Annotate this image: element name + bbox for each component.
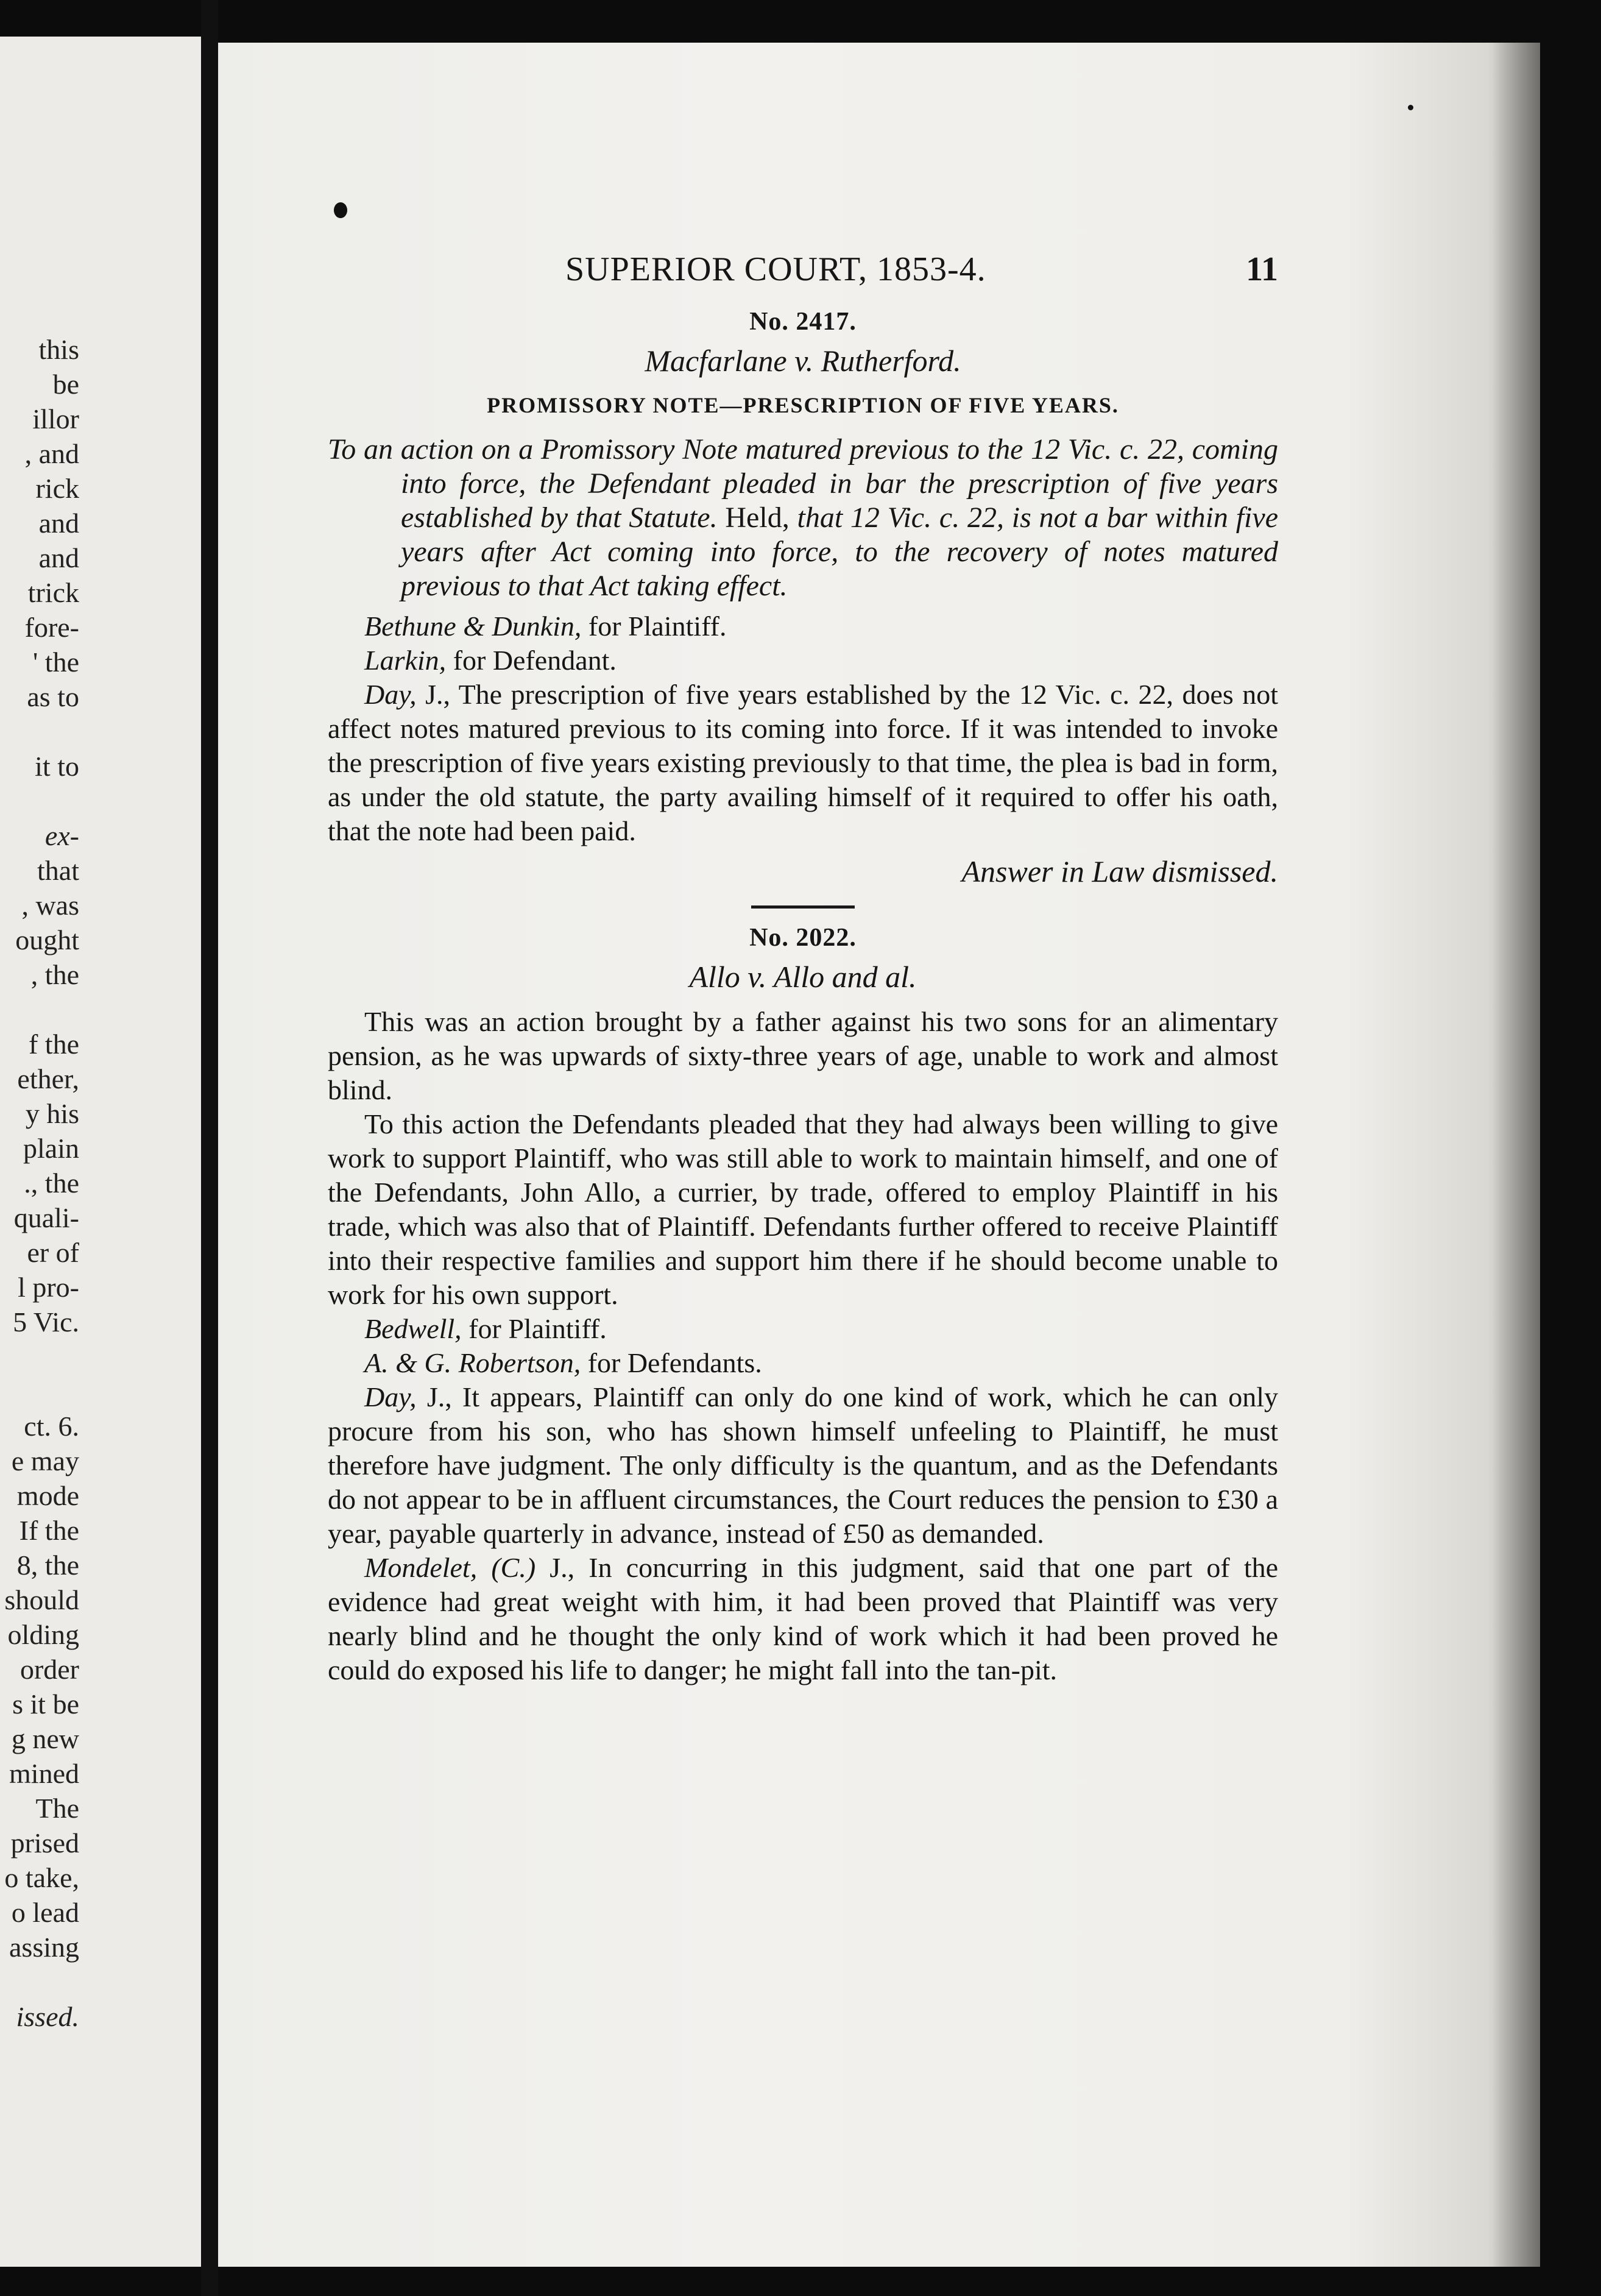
judgment-text: J., The prescription of five years established by the 12 Vic. c. 22, does not affect notes matured previous to its coming into force. If it was intended to invoke the prescription of five years existing previously to that time, the plea is bad in form, as under the old statute, the party availing himself of it required to offer his oath, that the note had been paid. — [328, 679, 1278, 846]
case-title: Allo v. Allo and al. — [689, 960, 917, 994]
left-page-fragment-line: assing — [9, 1932, 79, 1963]
headnote — [328, 433, 1278, 603]
left-page-fragment-line: fore- — [24, 612, 79, 643]
left-page-fragment-line: ex- — [44, 820, 79, 851]
case-entry — [328, 919, 1278, 1687]
body-paragraph: To this action the Defendants pleaded that they had always been willing to give work to support Plaintiff, who was still able to work to maintain himself, and one of the Defendants, John Allo, a currier, by trade, offered to employ Plaintiff in his trade, which was also that of Plaintiff. Defendants further offered to receive Plaintiff into their respective families and support him there if he should become unable to work for his own support. — [328, 1108, 1278, 1310]
left-page-fragment — [0, 37, 201, 2267]
left-page-fragment-line: issed. — [16, 2001, 79, 2032]
judge-name: Mondelet, (C.) — [364, 1552, 536, 1583]
counsel-role: for Plaintiff. — [588, 611, 727, 642]
judge-name: Day, — [364, 1381, 417, 1412]
left-page-fragment-line: be — [52, 369, 79, 400]
left-page-fragment-line: olding — [7, 1619, 79, 1650]
left-page-fragment-line: mined — [9, 1758, 79, 1789]
left-page-fragment-line: as to — [27, 681, 79, 712]
left-page-fragment-line: this — [38, 334, 79, 365]
left-page-fragment-line: 5 Vic. — [13, 1306, 79, 1338]
left-page-fragment-line — [0, 1965, 79, 1999]
headnote-text: To an action on a Promissory Note matured previous to the 12 Vic. c. 22, coming into force, the Defendant pleaded in bar the prescription of five years established by that Statute. — [328, 433, 1278, 534]
left-page-fragment-line: If the — [19, 1515, 79, 1546]
left-page-fragment-line: g new — [11, 1723, 79, 1754]
left-page-fragment-line: ct. 6. — [24, 1411, 79, 1442]
case-title: Macfarlane v. Rutherford. — [645, 344, 961, 378]
counsel-name: Bethune & Dunkin, — [364, 611, 582, 642]
counsel-name: Larkin, — [364, 645, 447, 676]
judgment-paragraph — [328, 1551, 1278, 1687]
counsel-role: for Defendants. — [587, 1347, 762, 1378]
left-page-fragment-line: trick — [27, 577, 79, 608]
disposition: Answer in Law dismissed. — [961, 854, 1278, 888]
left-page-fragment-line: o lead — [11, 1897, 79, 1928]
left-page-fragment-line: l pro- — [18, 1272, 79, 1303]
left-page-fragment-line: f the — [28, 1029, 79, 1060]
left-page-fragment-line: that — [37, 855, 79, 886]
case-entry — [328, 303, 1278, 891]
case-number: No. 2022. — [749, 924, 857, 952]
case-number: No. 2417. — [749, 308, 857, 336]
left-page-fragment-line: , the — [30, 959, 79, 990]
left-page-fragment-line: and — [38, 542, 79, 573]
counsel-line — [328, 643, 1278, 678]
left-page-fragment-line: e may — [11, 1445, 79, 1476]
left-page-fragment-line: er of — [27, 1237, 79, 1268]
page-number: 11 — [1246, 250, 1278, 288]
page-gutter — [201, 0, 218, 2296]
left-page-fragment-line: o take, — [4, 1862, 79, 1893]
headnote-text: that 12 Vic. c. 22, is not a bar within five years after Act coming into force, to the recovery of notes matured previous to that Act taking effect. — [401, 501, 1278, 602]
headnote-held: Held, — [725, 501, 790, 534]
left-page-line-fragments — [0, 332, 79, 2034]
counsel-line — [328, 1312, 1278, 1346]
left-page-fragment-line: it to — [35, 751, 79, 782]
book-page — [218, 43, 1540, 2267]
page-edge-shadow — [1491, 43, 1540, 2267]
left-page-fragment-line: 8, the — [16, 1550, 79, 1581]
judgment-paragraph — [328, 678, 1278, 848]
left-page-fragment-line: illor — [32, 403, 79, 434]
left-page-fragment-line: , was — [21, 890, 79, 921]
counsel-role: for Defendant. — [453, 645, 617, 676]
left-page-fragment-line: ., the — [24, 1167, 79, 1199]
left-page-fragment-line: plain — [23, 1133, 79, 1164]
judge-name: Day, — [364, 679, 417, 710]
counsel-name: A. & G. Robertson, — [364, 1347, 581, 1378]
left-page-fragment-line: mode — [16, 1480, 79, 1511]
ink-spot — [334, 202, 347, 218]
left-page-fragment-line: ' the — [33, 647, 79, 678]
left-page-fragment-line: rick — [35, 473, 79, 504]
left-page-fragment-line: should — [4, 1584, 79, 1615]
left-page-fragment-line: s it be — [12, 1688, 79, 1720]
left-page-fragment-line: ought — [15, 924, 79, 955]
judgment-text: J., In concurring in this judgment, said that one part of the evidence had great weight with him, it had been proved that Plaintiff was very nearly blind and he thought the only kind of work which it had been proved he could do exposed his life to danger; he might fall into the tan-pit. — [328, 1552, 1279, 1685]
running-title: SUPERIOR COURT, 1853-4. — [565, 250, 986, 288]
left-page-fragment-line: The — [35, 1793, 79, 1824]
running-head — [328, 250, 1278, 299]
counsel-role: for Plaintiff. — [468, 1313, 607, 1344]
left-page-fragment-line — [0, 1374, 79, 1409]
left-page-fragment-line — [0, 992, 79, 1027]
counsel-line — [328, 609, 1278, 643]
body-paragraph: This was an action brought by a father against his two sons for an alimentary pension, as he was upwards of sixty-three years of age, unable to work and almost blind. — [328, 1006, 1278, 1105]
counsel-name: Bedwell, — [364, 1313, 462, 1344]
judgment-paragraph — [328, 1380, 1278, 1551]
left-page-fragment-line: y his — [25, 1098, 79, 1129]
page-content — [328, 250, 1278, 1687]
left-page-fragment-line: and — [38, 508, 79, 539]
case-topic: PROMISSORY NOTE—PRESCRIPTION OF FIVE YEARS. — [487, 393, 1119, 417]
left-page-fragment-line — [0, 1339, 79, 1374]
counsel-line — [328, 1346, 1278, 1380]
left-page-fragment-line: , and — [24, 438, 79, 469]
left-page-fragment-line — [0, 714, 79, 749]
left-page-fragment-line — [0, 784, 79, 818]
section-divider — [751, 905, 855, 909]
left-page-fragment-line: quali- — [13, 1202, 79, 1233]
judgment-text: J., It appears, Plaintiff can only do one kind of work, which he can only procure from his son, who has shown himself unfeeling to Plaintiff, he must therefore have judgment. The only difficulty is the quantum, and as the Defendants do not appear to be in affluent circumstances, the Court reduces the pension to £30 a year, payable quarterly in advance, instead of £50 as demanded. — [328, 1381, 1279, 1549]
ink-speck — [1408, 105, 1413, 110]
left-page-fragment-line: ether, — [17, 1063, 79, 1094]
left-page-fragment-line: order — [19, 1654, 79, 1685]
left-page-fragment-line: prised — [10, 1827, 79, 1858]
